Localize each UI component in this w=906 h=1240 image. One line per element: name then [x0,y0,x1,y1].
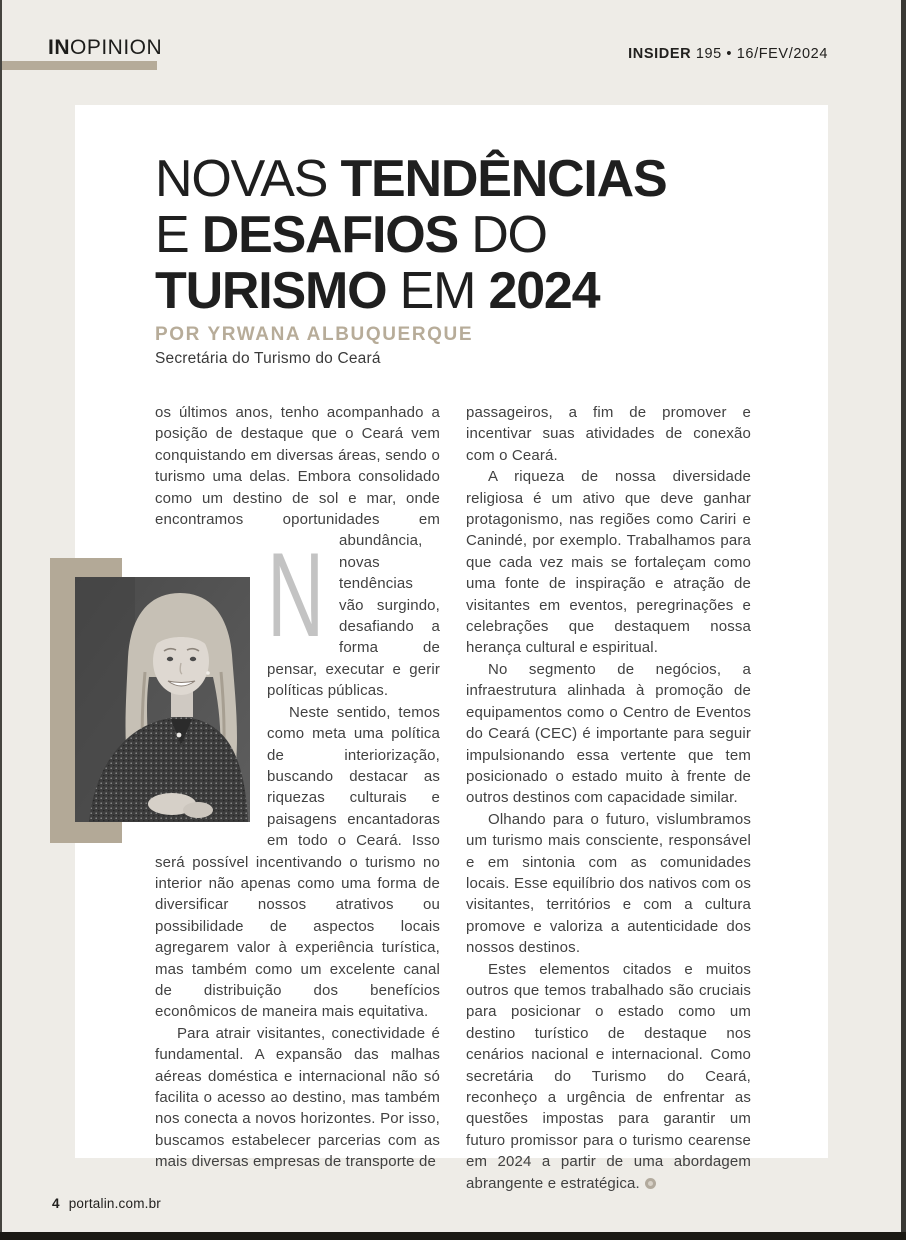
page-edge-bottom [0,1232,906,1240]
byline-role: Secretária do Turismo do Ceará [155,350,381,367]
issue-number-date: 195 • 16/FEV/2024 [691,46,828,62]
issue-info [628,46,828,62]
paragraph: Neste sentido, temos como meta uma política de interiorização, buscando destacar as riquezas culturais e paisagens encantadoras em todo o Ceará. Isso será possível incentivando o turismo no interior não apenas como uma forma de diversificar nossos atrativos ou possibilidade de aspectos locais agregarem valor à experiência turística, mas também como um excelente canal de distribuição dos benefícios econômicos de maneira mais equitativa. [155,703,440,1021]
title-line-3 [155,263,666,319]
page-edge-right [901,0,906,1240]
byline-author: POR YRWANA ALBUQUERQUE [155,324,474,345]
article-title [155,151,666,319]
section-label [48,36,162,60]
title-word-bold: TURISMO [155,262,387,320]
paragraph: Olhando para o futuro, vislumbramos um turismo mais consciente, responsável e em sintonia com as comunidades locais. Esse equilíbrio dos nativos com os visitantes, territórios e com a cultura promove e valoriza a autenticidade dos nossos destinos. [466,810,751,957]
title-line-1 [155,151,666,207]
article-column-1 [155,402,440,1194]
drop-cap-letter: N [267,528,325,662]
end-of-article-icon [645,1178,656,1189]
title-word-bold: DESAFIOS [201,206,458,264]
paragraph-text: Estes elementos citados e muitos outros que temos trabalhado são cruciais para posicionar o estado como um destino turístico de destaque nos cenários nacional e internacional. Como secretária do Turismo do Ceará, reconheço a urgência de enfrentar as questões impostas para garantir um futuro promissor para o turismo cearense em 2024 a partir de uma abordagem abrangente e estratégica. [466,960,751,1192]
footer-page-number: 4 [52,1196,60,1211]
section-label-bold: IN [48,36,70,59]
paragraph-text: os últimos anos, tenho acompanhado a posição de destaque que o Ceará vem conquistando em diversas áreas, sendo o turismo uma delas. Embora consolidado como um destino de sol e mar, onde encontramos oportunidades em abundância, novas tendências vão surgindo, desafiando a forma de pensar, executar e gerir políticas públicas. [155,404,440,700]
title-word-light: E [155,206,202,264]
paragraph [466,959,751,1194]
article-column-2 [466,402,751,1194]
paragraph: passageiros, a fim de promover e incentivar suas atividades de conexão com o Ceará. [466,404,751,464]
page-footer [52,1196,161,1211]
title-word-bold: TENDÊNCIAS [340,150,667,208]
title-line-2 [155,207,666,263]
section-label-rest: OPINION [70,36,163,59]
drop-cap [267,528,331,662]
magazine-name: INSIDER [628,46,692,62]
page-edge-left [0,0,2,1240]
paragraph: No segmento de negócios, a infraestrutura alinhada à promoção de equipamentos como o Centro de Eventos do Ceará (CEC) é importante para seguir impulsionando essa vertente que tem posicionado o estado muito à frente de outros destinos com capacidade similar. [466,660,751,807]
article-body [155,402,751,1194]
title-word-light: DO [457,206,547,264]
section-accent-bar [2,61,157,70]
magazine-page [75,105,828,1192]
footer-site-url: portalin.com.br [68,1196,162,1211]
title-word-light: EM [386,262,489,320]
title-word-bold: 2024 [488,262,600,320]
paragraph: A riqueza de nossa diversidade religiosa é um ativo que deve ganhar protagonismo, nas regiões como Cariri e Canindé, por exemplo. Trabalhamos para que cada vez mais se fortaleçam como uma fonte de inspiração e atração de visitantes em eventos, peregrinações e celebrações que destaquem nossa herança cultural e espiritual. [466,468,751,657]
photo-wrap-spacer [155,548,267,848]
title-word-light: NOVAS [155,150,341,208]
paragraph: Para atrair visitantes, conectividade é fundamental. A expansão das malhas aéreas doméstica e internacional não só facilita o acesso ao destino, mas também nos conecta a novos horizontes. Por isso, buscamos estabelecer parcerias com as mais diversas empresas de transporte de [155,1024,440,1171]
